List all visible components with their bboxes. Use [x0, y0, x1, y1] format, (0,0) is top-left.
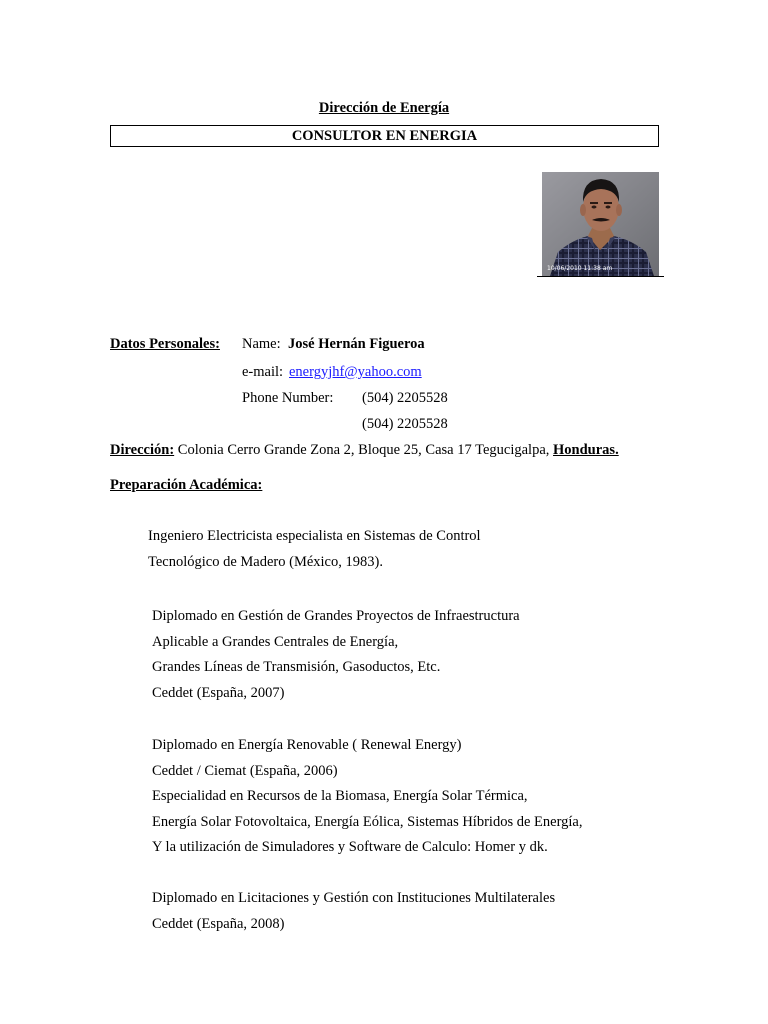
- department-heading: Dirección de Energía: [318, 100, 450, 116]
- academic-line: Diplomado en Energía Renovable ( Renewal Energy): [152, 737, 462, 753]
- academic-section-label: Preparación Académica:: [110, 477, 263, 493]
- email-label: e-mail:: [242, 364, 284, 380]
- photo-underline: [537, 276, 664, 277]
- photo-timestamp: 10/06/2010 11:38 am: [547, 265, 613, 272]
- academic-line: Tecnológico de Madero (México, 1983).: [148, 554, 383, 570]
- academic-line: Grandes Líneas de Transmisión, Gasoductos, Etc.: [152, 659, 441, 675]
- academic-line: Especialidad en Recursos de la Biomasa, Energía Solar Térmica,: [152, 788, 528, 804]
- academic-line: Energía Solar Fotovoltaica, Energía Eólica, Sistemas Híbridos de Energía,: [152, 814, 583, 830]
- document-title: CONSULTOR EN ENERGIA: [110, 125, 659, 147]
- name-value: José Hernán Figueroa: [288, 336, 425, 352]
- email-link[interactable]: energyjhf@yahoo.com: [289, 364, 422, 380]
- academic-line: Diplomado en Licitaciones y Gestión con Instituciones Multilaterales: [152, 890, 556, 906]
- address-label: Dirección:: [110, 442, 175, 458]
- academic-line: Ceddet (España, 2007): [152, 685, 285, 701]
- academic-line: Ceddet / Ciemat (España, 2006): [152, 763, 338, 779]
- academic-line: Ingeniero Electricista especialista en Sistemas de Control: [148, 528, 481, 544]
- academic-line: Y la utilización de Simuladores y Software de Calculo: Homer y dk.: [152, 839, 548, 855]
- address-country: Honduras.: [553, 442, 619, 458]
- address-line: [110, 441, 619, 459]
- personal-data-label: Datos Personales:: [110, 336, 220, 352]
- phone-number-1: (504) 2205528: [362, 390, 448, 406]
- phone-label: Phone Number:: [242, 390, 334, 406]
- academic-line: Diplomado en Gestión de Grandes Proyectos de Infraestructura: [152, 608, 520, 624]
- name-label: Name:: [242, 336, 281, 352]
- address-value: Colonia Cerro Grande Zona 2, Bloque 25, Casa 17 Tegucigalpa,: [177, 442, 550, 458]
- phone-number-2: (504) 2205528: [362, 416, 448, 432]
- academic-line: Aplicable a Grandes Centrales de Energía,: [152, 634, 399, 650]
- academic-line: Ceddet (España, 2008): [152, 916, 285, 932]
- profile-photo: [542, 172, 659, 276]
